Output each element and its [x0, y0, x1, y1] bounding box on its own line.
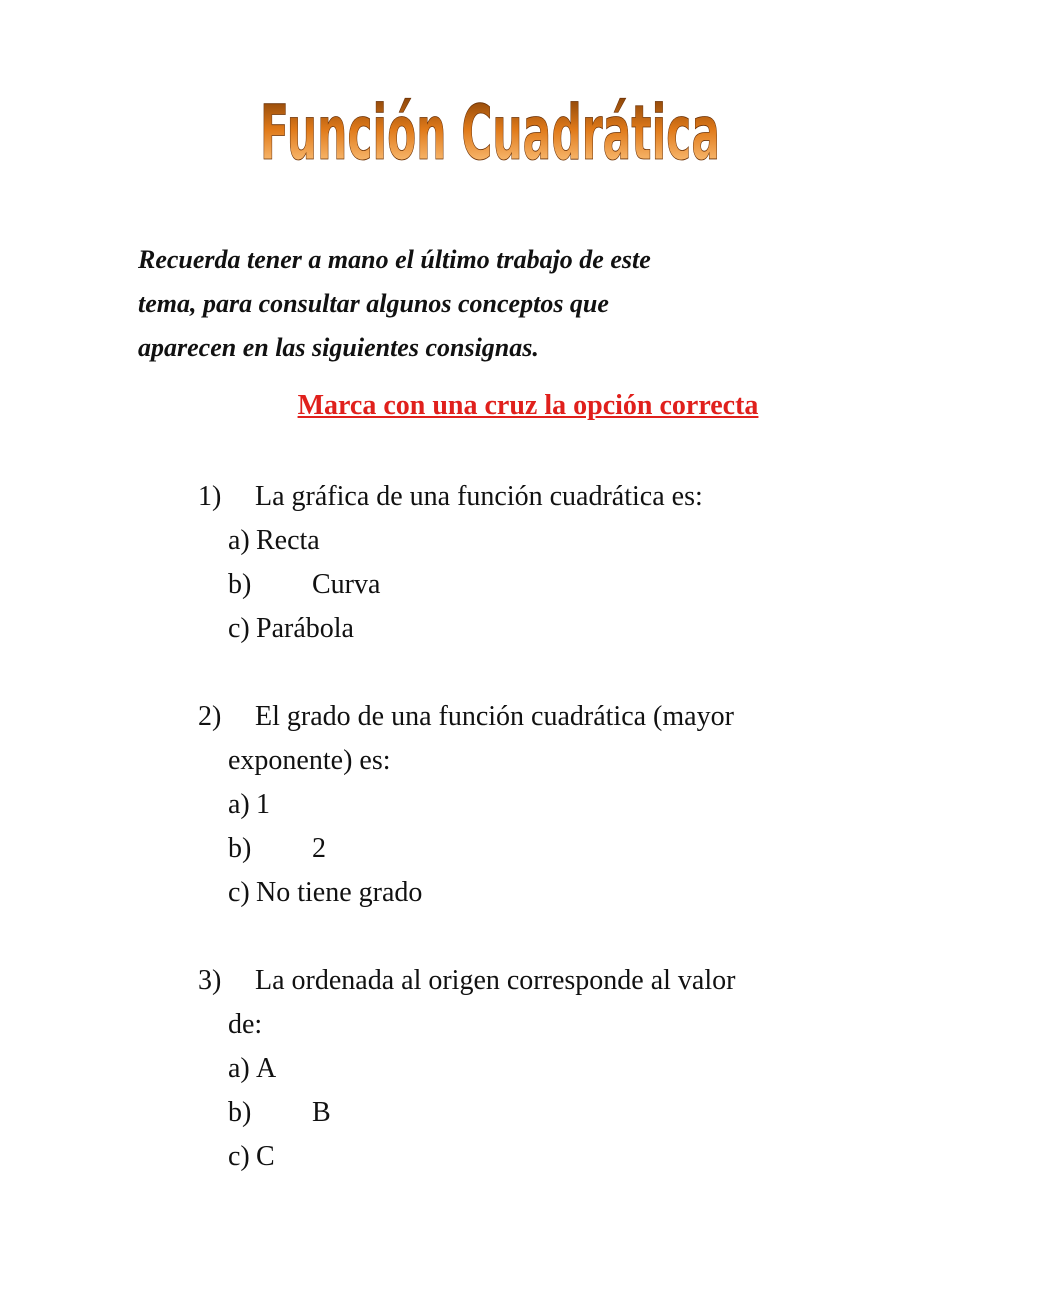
intro-line: Recuerda tener a mano el último trabajo de este: [138, 245, 651, 274]
title-text: Función Cuadrática: [260, 90, 720, 178]
intro-paragraph: [138, 238, 898, 370]
option-text[interactable]: No tiene grado: [256, 877, 423, 908]
question-number: 2): [198, 701, 222, 732]
question-number: 3): [198, 965, 222, 996]
option-text[interactable]: Parábola: [256, 613, 354, 644]
option-label[interactable]: c): [228, 877, 250, 908]
option-label[interactable]: a): [228, 525, 250, 556]
question-text: exponente) es:: [228, 745, 391, 776]
wordart-title: [250, 78, 730, 203]
intro-line: tema, para consultar algunos conceptos que: [138, 289, 609, 318]
option-text[interactable]: A: [256, 1053, 277, 1084]
question-text: El grado de una función cuadrática (mayor: [255, 701, 734, 732]
option-text[interactable]: B: [312, 1097, 331, 1128]
question-number: 1): [198, 481, 222, 512]
option-text[interactable]: Curva: [312, 569, 381, 600]
option-text[interactable]: 2: [312, 833, 326, 864]
option-label[interactable]: b): [228, 569, 252, 600]
option-label[interactable]: b): [228, 1097, 252, 1128]
option-label[interactable]: c): [228, 613, 250, 644]
question-text: La gráfica de una función cuadrática es:: [255, 481, 703, 512]
question-text: La ordenada al origen corresponde al valor: [255, 965, 736, 996]
option-text[interactable]: Recta: [256, 525, 320, 556]
option-label[interactable]: c): [228, 1141, 250, 1172]
question-text: de:: [228, 1009, 263, 1040]
option-label[interactable]: b): [228, 833, 252, 864]
intro-line: aparecen en las siguientes consignas.: [138, 333, 539, 362]
option-label[interactable]: a): [228, 789, 250, 820]
option-label[interactable]: a): [228, 1053, 250, 1084]
option-text[interactable]: C: [256, 1141, 275, 1172]
instruction-heading: Marca con una cruz la opción correcta: [297, 390, 759, 421]
option-text[interactable]: 1: [256, 789, 270, 820]
